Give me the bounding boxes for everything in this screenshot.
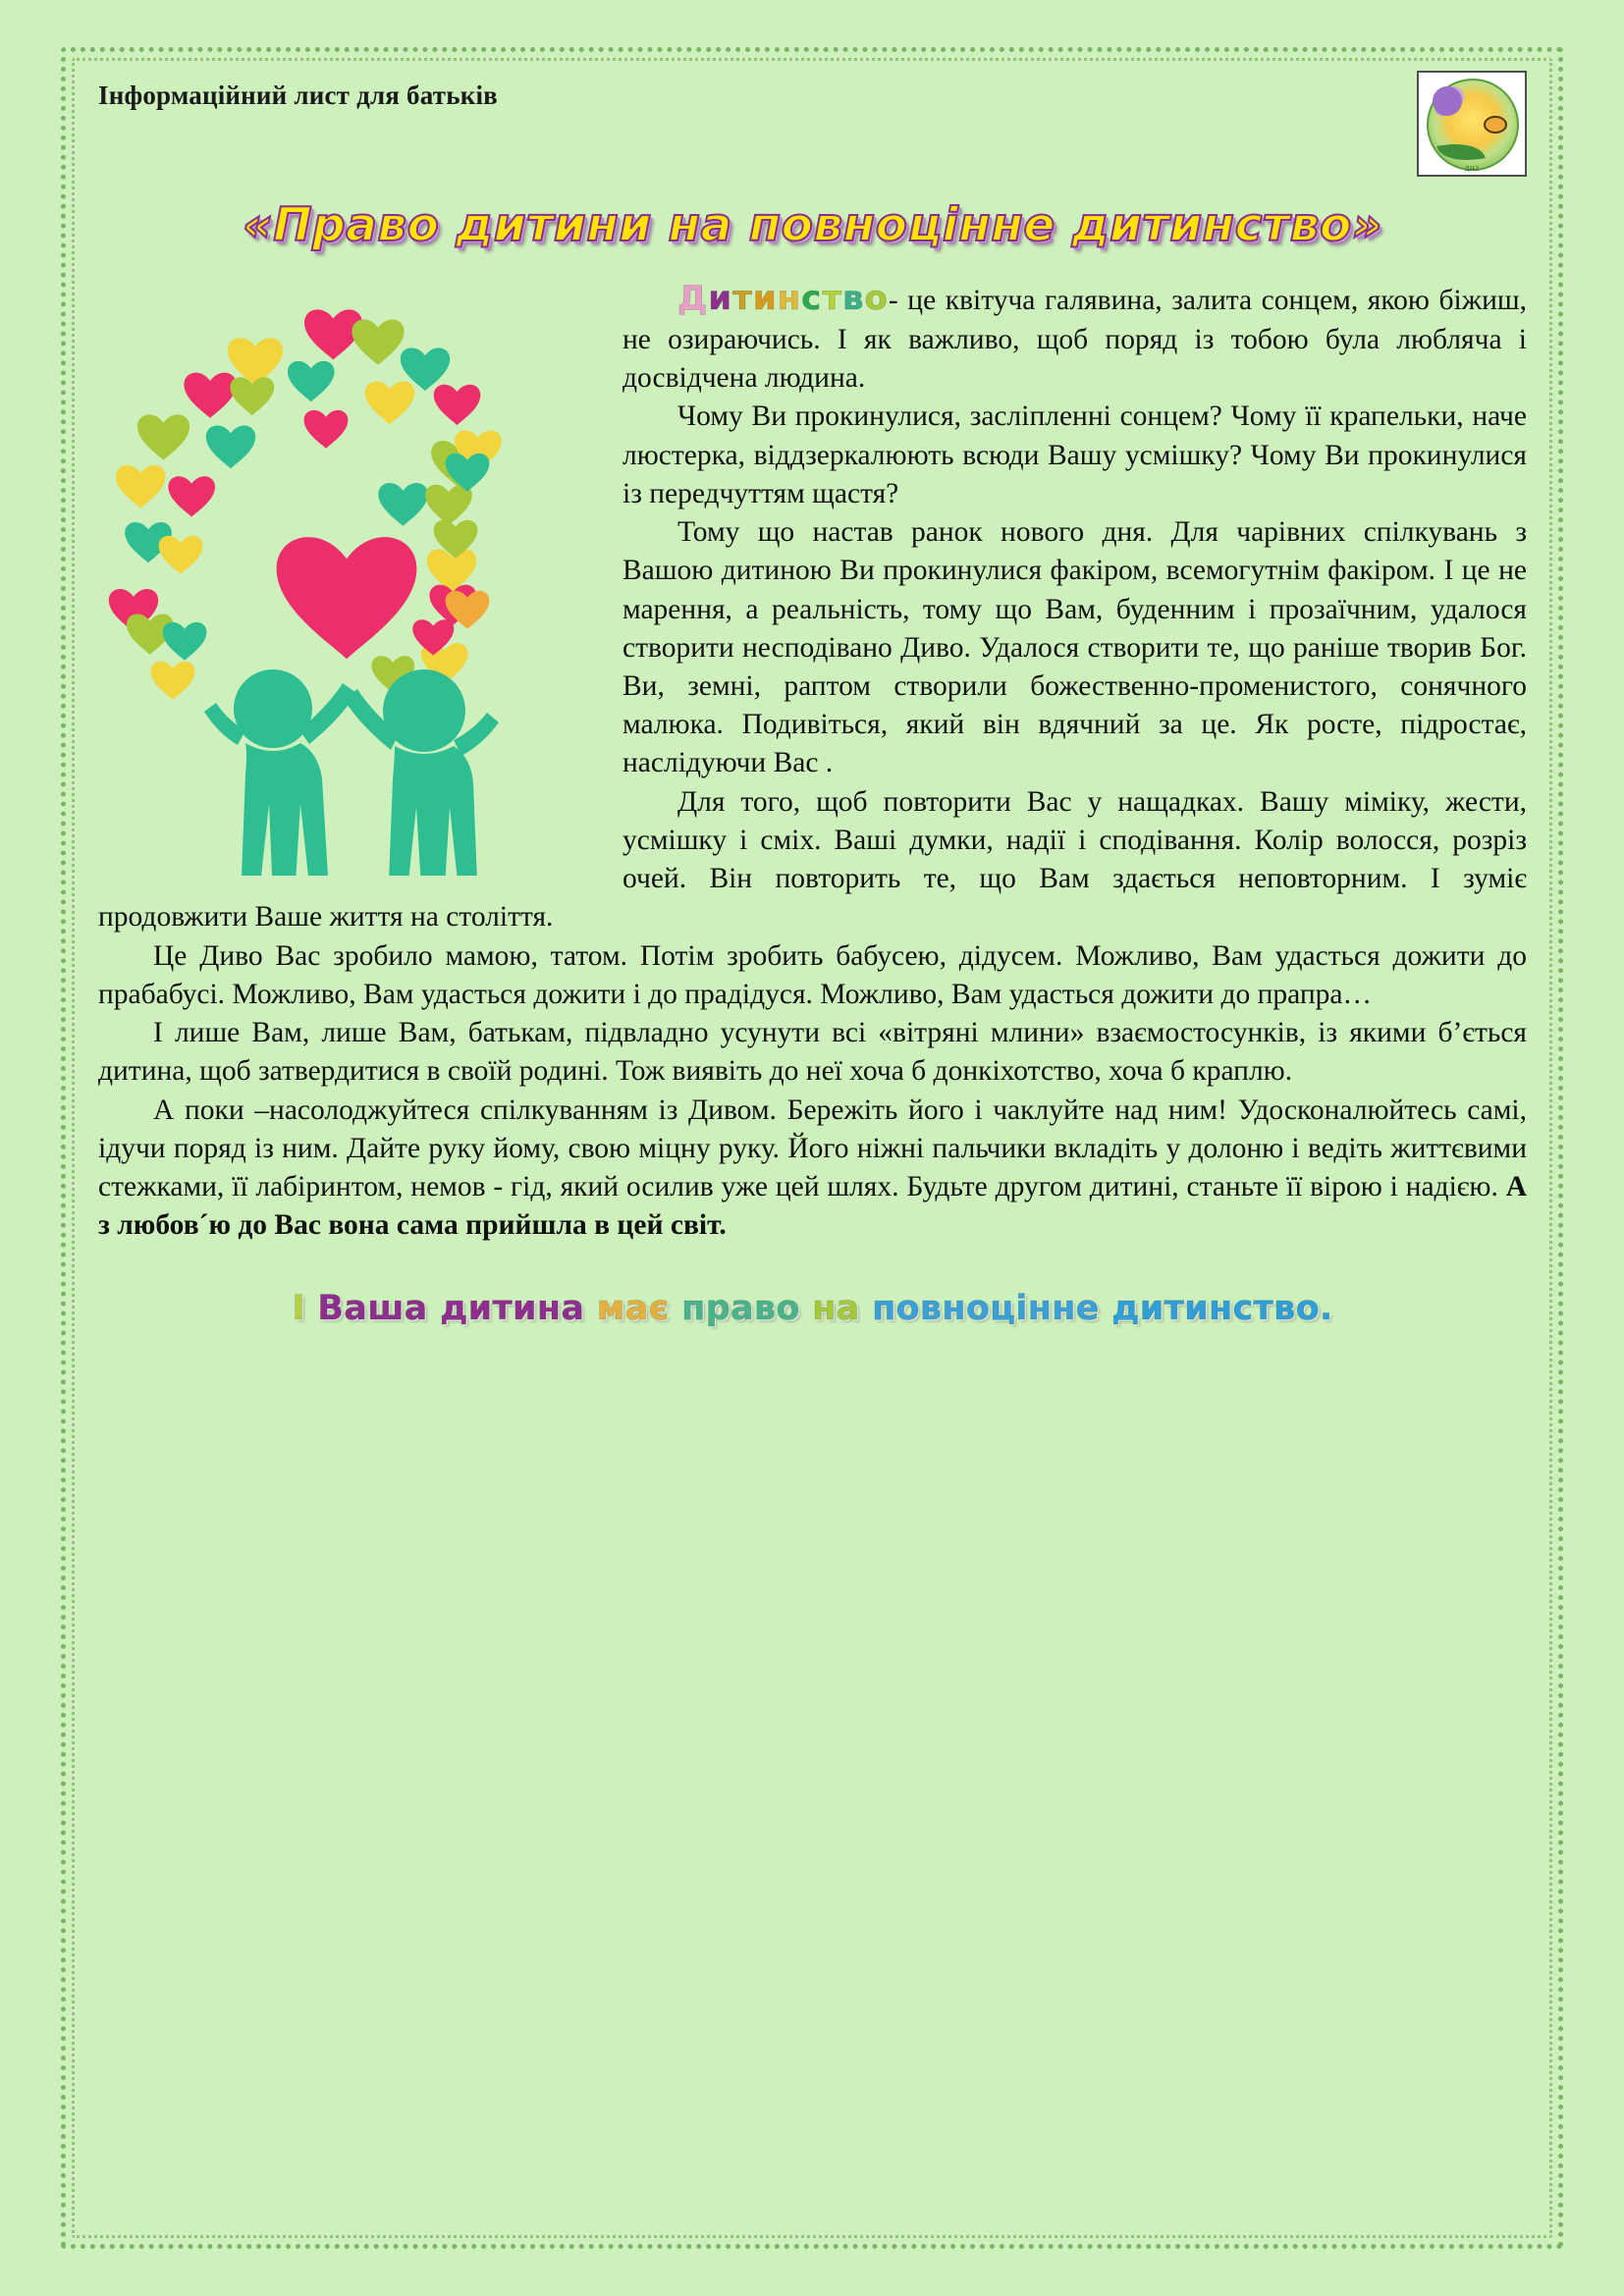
paragraph-4: Для того, щоб повторити Вас у нащадках. Вашу міміку, жести, усмішку і сміх. Ваші думки, надії і сподівання. Колір волосся, розріз очей. Він повторить те, що Вам здається неповторним. І зуміє продовжити Ваше життя на століття. <box>98 785 1527 934</box>
paragraph-5: Це Диво Вас зробило мамою, татом. Потім зробить бабусею, дідусем. Можливо, Вам удасться дожити до прабабусі. Можливо, Вам удасться дожити і до прадідуся. Можливо, Вам удасться дожити до прапра… <box>98 939 1527 1010</box>
flower-icon <box>1433 86 1462 116</box>
lead-word: Дитинство <box>677 278 889 318</box>
page-title: Інформаційний лист для батьків <box>98 80 498 110</box>
footer-word-2: Ваша <box>317 1288 441 1328</box>
document-main-title: «Право дитини на повноцінне дитинство» <box>243 198 1382 252</box>
bee-icon <box>1484 116 1507 133</box>
footer-word-4: має <box>596 1288 682 1328</box>
paragraph-6: І лише Вам, лише Вам, батькам, підвладно усунути всі «вітряні млини» взаємостосунків, із якими б’ється дитина, щоб затвердитися в своїй родині. Тож виявіть до неї хоча б донкіхотство, хоча б краплю. <box>98 1017 1527 1088</box>
paragraph-7-bold: А з любов´ю до Вас вона сама прийшла в цей світ. <box>98 1171 1527 1242</box>
paragraph-intro-text: - це квітуча галявина, залита сонцем, якою біжиш, не озираючись. І як важливо, щоб поряд із тобою була любляча і досвідчена людина. <box>623 284 1527 395</box>
footer-word-5: право <box>681 1288 813 1328</box>
paragraph-7-normal: А поки –насолоджуйтеся спілкуванням із Дивом. Бережіть його і чаклуйте над ним! Удосконалюйтесь самі, ідучи поряд із ним. Дайте руку йому, свою міцну руку. Його ніжні пальчики вкладіть у долоню і ведіть життєвими стежками, її лабіринтом, немов - гід, який осилив уже цей шлях. Будьте другом дитині, станьте її вірою і надією. <box>98 1094 1527 1203</box>
article-body <box>98 277 1527 1246</box>
footer-word-6: на <box>812 1288 873 1328</box>
footer-word-8: дитинство. <box>1111 1288 1333 1328</box>
emblem-caption: ДНЗ <box>1464 165 1480 173</box>
paragraph-3: Тому що настав ранок нового дня. Для чарівних спілкувань з Вашою дитиною Ви прокинулися факіром, всемогутнім факіром. І це не марення, а реальність, тому що Вам, буденним і прозаїчним, удалося створити несподівано Диво. Удалося створити те, що раніше творив Бог. Ви, земні, раптом створили божественно-променистого, сонячного малюка. Подивіться, який він вдячний за це. Як росте, підростає, наслідуючи Вас . <box>623 516 1527 779</box>
footer-word-1: І <box>292 1288 318 1328</box>
document-header <box>98 71 1527 188</box>
document-sheet <box>98 71 1527 2230</box>
paragraph-2: Чому Ви прокинулися, засліпленні сонцем? Чому її крапельки, наче люстерка, віддзеркалюють всюди Вашу усмішку? Чому Ви прокинулися із передчуттям щастя? <box>623 400 1527 509</box>
paragraph-7 <box>98 1092 1527 1246</box>
footer-word-7: повноцінне <box>872 1288 1112 1328</box>
footer-slogan <box>98 1289 1527 1328</box>
kindergarten-emblem-icon <box>1417 71 1527 177</box>
footer-word-3: дитина <box>440 1288 597 1328</box>
heart-tree-illustration <box>98 287 599 876</box>
